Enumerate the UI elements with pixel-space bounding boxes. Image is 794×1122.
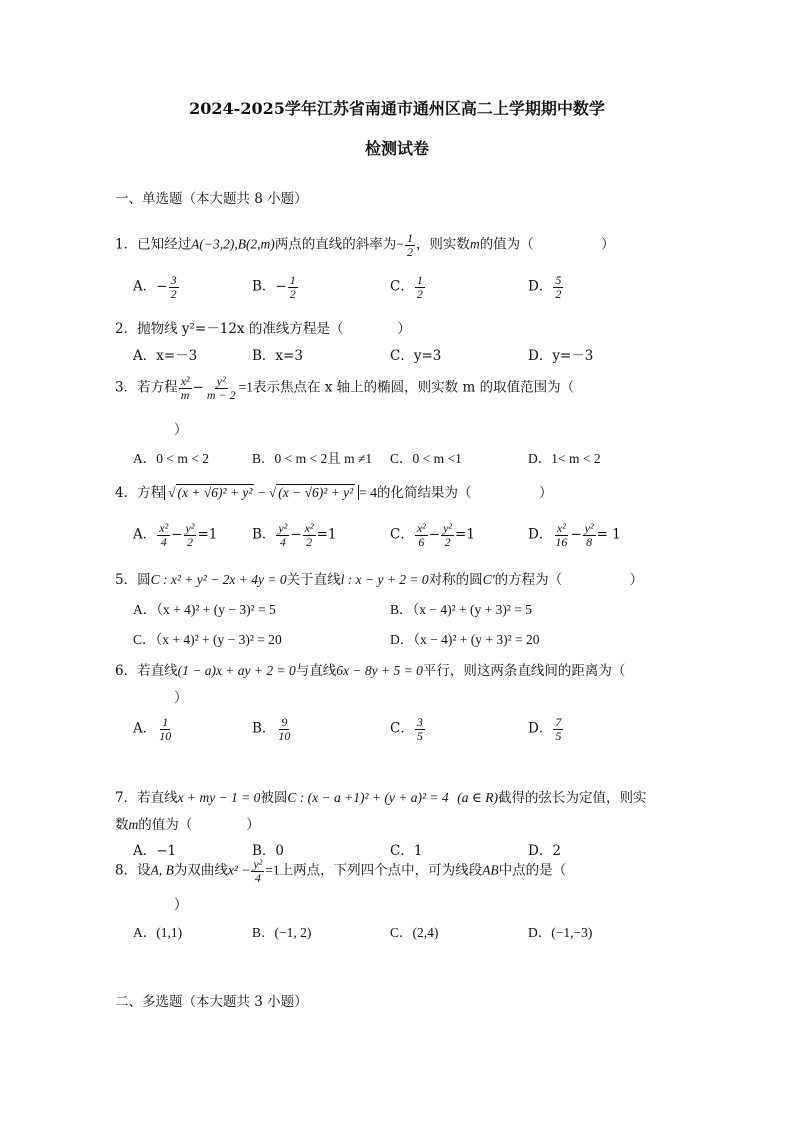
option-sign: −: [156, 278, 168, 295]
denominator: 2: [416, 286, 423, 301]
numerator: x²: [159, 521, 169, 535]
q8-text-pre: 设: [137, 862, 151, 879]
q6-option-b[interactable]: [252, 716, 293, 742]
denominator: m − 2: [206, 387, 236, 402]
option-fraction: [415, 274, 425, 300]
q4-minus: −: [257, 485, 266, 500]
q7-cont-text: 数: [115, 817, 129, 833]
q6-text-post: 平行，则这两条直线间的距离为（: [422, 663, 626, 679]
option-letter: A．: [133, 278, 157, 295]
fraction: [276, 522, 289, 548]
q8-text-mid: 为双曲线: [173, 862, 228, 879]
denominator: 2: [444, 534, 451, 549]
q3-option-a[interactable]: A．0 < m < 2: [133, 451, 209, 466]
denominator: 5: [416, 728, 423, 743]
q4-radicand-2: (x − √6)² + y²: [278, 485, 354, 500]
q8-continuation: ）: [174, 897, 188, 913]
q4-equals: = 4: [359, 485, 377, 500]
q5-circle-prime: C′: [482, 572, 495, 587]
numerator: 1: [162, 715, 169, 729]
q6-text-mid: 与直线: [295, 663, 337, 679]
rhs: =1: [197, 526, 218, 543]
q3-text-pre: 若方程: [137, 379, 178, 396]
question-4: [115, 481, 552, 501]
q7-continuation: [115, 813, 260, 833]
rhs: =1: [455, 526, 475, 543]
numerator: 7: [555, 715, 562, 729]
q6-number: 6．: [115, 663, 138, 679]
numerator: 1: [289, 273, 296, 287]
q5-text-pre: 圆: [137, 572, 151, 588]
q7-option-d[interactable]: D．2: [528, 843, 561, 859]
option-fraction: [288, 274, 298, 300]
q5-line-equation: l : x − y + 2 = 0: [340, 572, 429, 587]
denominator: 2: [186, 534, 193, 549]
q2-option-a[interactable]: A．x=－3: [133, 348, 198, 364]
q7-option-c[interactable]: C．1: [390, 843, 423, 859]
fraction: [553, 522, 569, 548]
q4-number: 4．: [115, 485, 138, 501]
q1-variable: m: [469, 236, 480, 252]
q7-number: 7．: [115, 790, 138, 806]
fraction: [441, 522, 454, 548]
numerator: y²: [216, 374, 226, 388]
q1-text-pre: 已知经过: [137, 236, 192, 253]
question-2: 2．抛物线 y²=－12x 的准线方程是（ ）: [115, 321, 411, 337]
q1-text-mid: 两点的直线的斜率为: [274, 236, 397, 253]
option-letter: A．: [133, 720, 157, 737]
q1-slope-sign: −: [396, 236, 404, 252]
denominator: 2: [306, 534, 313, 549]
question-5: [115, 568, 643, 588]
q3-continuation: ）: [174, 422, 188, 438]
q6-continuation: ）: [174, 690, 188, 706]
option-letter: C．: [390, 720, 414, 737]
numerator: 3: [170, 273, 177, 287]
q4-option-b[interactable]: B． $\frac{\text{y²}}{4}$ − $\frac{\text{x²}}{2}$ =1: [252, 521, 337, 549]
q6-line-2: 6x − 8y + 5 = 0: [336, 663, 423, 678]
q1-option-b[interactable]: [252, 274, 299, 300]
option-letter: B．: [252, 720, 276, 737]
numerator: 1: [416, 273, 423, 287]
q1-points: A(−3,2),B(2,m): [191, 236, 275, 252]
q7-line-equation: x + my − 1 = 0: [177, 790, 261, 805]
q8-number: 8．: [115, 862, 138, 879]
numerator: 3: [416, 715, 423, 729]
denominator: 2: [555, 286, 562, 301]
rhs: = 1: [596, 526, 621, 543]
q8-option-c[interactable]: C．(2,4): [390, 925, 439, 940]
q4-text-post: 的化简结果为（ ）: [376, 485, 553, 501]
option-letter: B．: [252, 278, 276, 295]
numerator: x²: [416, 521, 426, 535]
option-fraction: [415, 716, 425, 742]
fraction: [303, 522, 316, 548]
q1-slope-denominator: 2: [406, 244, 413, 259]
denominator: 4: [160, 534, 167, 549]
option-letter: B．: [252, 526, 276, 543]
page-subtitle: 检测试卷: [364, 139, 429, 158]
denominator: 10: [159, 728, 172, 743]
q4-option-c[interactable]: C． $\frac{\text{x²}}{6}$ − $\frac{\text{y²}}{2}$ =1: [390, 521, 475, 549]
q5-text-mid: 关于直线: [286, 572, 341, 588]
page-title: 2024-2025学年江苏省南通市通州区高二上学期期中数学: [189, 99, 605, 118]
numerator: y²: [584, 521, 594, 535]
q8-option-d[interactable]: D．(−1,−3): [528, 925, 593, 940]
option-fraction: [553, 716, 563, 742]
q3-option-b[interactable]: B．0 < m < 2且 m ≠1: [252, 451, 373, 466]
q5-text-post: 对称的圆: [428, 572, 483, 588]
fraction: [583, 522, 596, 548]
question-8: [115, 858, 566, 884]
q7-circle-equation: C : (x − a +1)² + (y + a)² = 4: [287, 790, 449, 805]
q1-text-end: 的值为（ ）: [479, 236, 615, 253]
q6-option-c[interactable]: [390, 716, 426, 742]
q8-points: A, B: [150, 862, 174, 878]
fraction: [415, 522, 428, 548]
option-fraction: [553, 274, 563, 300]
q1-number: 1．: [115, 236, 138, 253]
numerator: y²: [185, 521, 195, 535]
question-3: [115, 375, 574, 401]
q3-minus: −: [192, 379, 204, 396]
numerator: x²: [180, 374, 190, 388]
denominator: m: [180, 387, 190, 402]
q8-x-squared: x² −: [227, 862, 251, 878]
denominator: 5: [555, 728, 562, 743]
q3-fraction-x: [179, 375, 192, 401]
q4-option-d[interactable]: D． $\frac{\text{x²}}{16}$ − $\frac{\text{y²}}{8}$ = 1: [528, 521, 621, 549]
rhs: =1: [316, 526, 337, 543]
denominator: 10: [278, 728, 291, 743]
option-fraction: [157, 716, 173, 742]
denominator: 2: [289, 286, 296, 301]
q2-option-b[interactable]: B．x=3: [252, 348, 303, 364]
question-6: [115, 659, 625, 679]
q5-option-c[interactable]: C．（x + 4)² + (y − 3)² = 20: [133, 632, 282, 647]
option-sign: −: [275, 278, 287, 295]
q8-option-b[interactable]: B．(−1, 2): [252, 925, 312, 940]
q5-option-b[interactable]: B．（x − 4)² + (y + 3)² = 5: [390, 602, 533, 617]
q5-option-a[interactable]: A．（x + 4)² + (y − 3)² = 5: [133, 602, 276, 617]
q1-option-c[interactable]: [390, 274, 426, 300]
fraction: [157, 522, 170, 548]
q1-option-d[interactable]: [528, 274, 564, 300]
denominator: 2: [170, 286, 177, 301]
numerator: x²: [556, 521, 566, 535]
q3-option-c[interactable]: C．0 < m <1: [390, 451, 462, 466]
q4-text-pre: 方程: [137, 485, 165, 501]
q3-fraction-y: [205, 375, 238, 401]
q5-option-d[interactable]: D．（x − 4)² + (y + 3)² = 20: [390, 632, 540, 647]
fraction: [184, 522, 197, 548]
q2-option-d[interactable]: D．y=－3: [528, 348, 594, 364]
numerator: 5: [555, 273, 562, 287]
q1-slope-numerator: 1: [406, 231, 413, 245]
denominator: 4: [279, 534, 286, 549]
option-letter: D．: [528, 278, 553, 295]
denominator: 6: [418, 534, 425, 549]
question-7: [115, 786, 647, 806]
q8-segment: AB: [482, 862, 499, 878]
q3-option-d[interactable]: D．1< m < 2: [528, 451, 601, 466]
option-letter: D．: [528, 720, 553, 737]
numerator: 9: [281, 715, 288, 729]
denominator: 8: [586, 534, 593, 549]
q3-equals: =1: [238, 379, 253, 395]
q7-option-a[interactable]: A．−1: [133, 843, 177, 859]
question-1: [115, 232, 615, 258]
q7-text-mid: 被圆: [260, 790, 288, 806]
q8-option-a[interactable]: A．(1,1): [133, 925, 183, 940]
section-heading-single-choice: 一、单选题（本大题共 8 小题）: [115, 191, 308, 207]
q7-condition: (a ∈ R): [457, 790, 498, 805]
denominator: 16: [555, 534, 568, 549]
q1-slope-fraction: [405, 232, 415, 258]
option-letter: A．: [133, 526, 157, 543]
option-letter: D．: [528, 526, 553, 543]
q7-variable: m: [128, 817, 139, 832]
q3-number: 3．: [115, 379, 138, 396]
q4-radicand-1: (x + √6)² + y²: [177, 485, 253, 500]
q5-text-end: 的方程为（ ）: [494, 572, 644, 588]
q6-option-a[interactable]: [133, 716, 174, 742]
numerator: y²: [278, 521, 288, 535]
numerator: y²: [253, 857, 263, 871]
q7-text-end: 的值为（ ）: [138, 817, 260, 833]
q7-option-b[interactable]: B．0: [252, 843, 285, 859]
section-heading-multi-choice: 二、多选题（本大题共 3 小题）: [115, 994, 308, 1010]
option-letter: C．: [390, 526, 414, 543]
q7-text-pre: 若直线: [137, 790, 178, 806]
option-letter: C．: [390, 278, 414, 295]
q5-circle-equation: C : x² + y² − 2x + 4y = 0: [150, 572, 287, 587]
q6-text-pre: 若直线: [137, 663, 178, 679]
numerator: x²: [304, 521, 314, 535]
numerator: y²: [443, 521, 453, 535]
denominator: 4: [254, 870, 261, 885]
q8-fraction: [251, 858, 264, 884]
q1-text-post: ，则实数: [415, 236, 470, 253]
option-fraction: [276, 716, 292, 742]
q3-text-post: 表示焦点在 x 轴上的椭圆，则实数 m 的取值范围为（: [252, 379, 575, 396]
q1-option-a[interactable]: [133, 274, 180, 300]
q4-abs-expression: √ (x + √6)² + y² − √ (x − √6)² + y²: [164, 485, 359, 500]
q4-option-a[interactable]: A． $\frac{\text{x²}}{4}$ − $\frac{\text{y²}}{2}$ =1: [133, 521, 218, 549]
q5-number: 5．: [115, 572, 138, 588]
q6-line-1: (1 − a)x + ay + 2 = 0: [177, 663, 296, 678]
q8-text-end: 中点的是（: [498, 862, 567, 879]
q8-equals: =1: [265, 862, 280, 878]
q7-text-post: 截得的弦长为定值，则实: [498, 790, 647, 806]
q8-text-post: 上两点，下列四个点中，可为线段: [279, 862, 483, 879]
q6-option-d[interactable]: [528, 716, 564, 742]
option-fraction: [169, 274, 179, 300]
q2-option-c[interactable]: C．y=3: [390, 348, 442, 364]
